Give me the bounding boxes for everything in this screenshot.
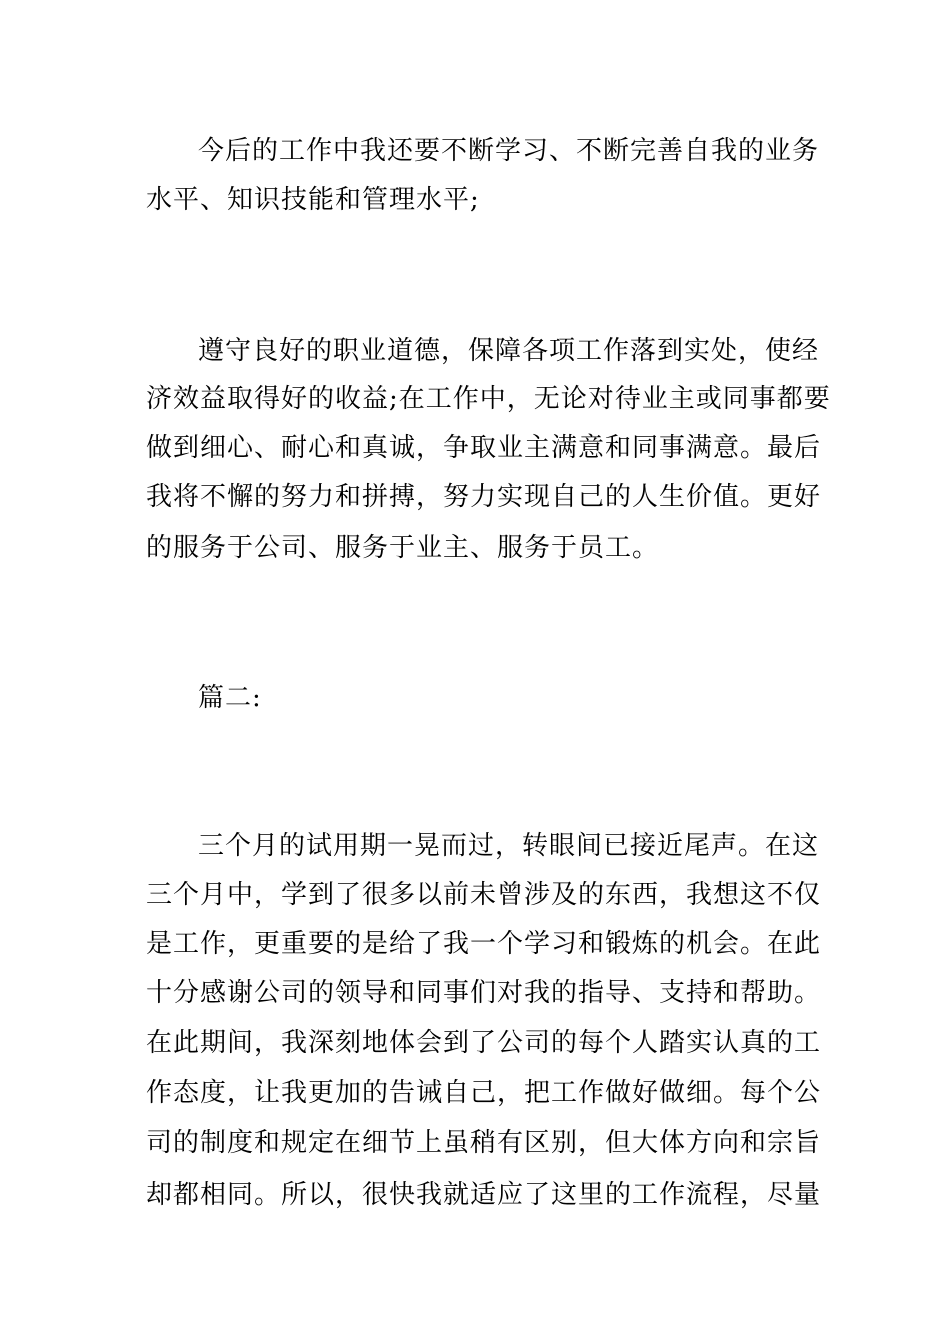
paragraph-2-line-3: 做到细心、耐心和真诚，争取业主满意和同事满意。最后 bbox=[146, 433, 822, 463]
paragraph-2-line-4: 我将不懈的努力和拼搏，努力实现自己的人生价值。更好 bbox=[146, 482, 822, 512]
paragraph-1-line-2: 水平、知识技能和管理水平; bbox=[146, 185, 480, 215]
paragraph-2-line-2: 济效益取得好的收益;在工作中，无论对待业主或同事都要 bbox=[146, 384, 831, 414]
paragraph-3-line-5: 在此期间，我深刻地体会到了公司的每个人踏实认真的工 bbox=[146, 1028, 822, 1058]
paragraph-2-line-5: 的服务于公司、服务于业主、服务于员工。 bbox=[146, 533, 660, 563]
paragraph-3-line-3: 是工作，更重要的是给了我一个学习和锻炼的机会。在此 bbox=[146, 929, 822, 959]
section-heading: 篇二: bbox=[198, 683, 262, 713]
paragraph-1-line-1: 今后的工作中我还要不断学习、不断完善自我的业务 bbox=[198, 136, 820, 166]
paragraph-3-line-8: 却都相同。所以，很快我就适应了这里的工作流程，尽量 bbox=[146, 1180, 822, 1210]
paragraph-2-line-1: 遵守良好的职业道德，保障各项工作落到实处，使经 bbox=[198, 336, 820, 366]
paragraph-3-line-2: 三个月中，学到了很多以前未曾涉及的东西，我想这不仅 bbox=[146, 880, 822, 910]
paragraph-3-line-4: 十分感谢公司的领导和同事们对我的指导、支持和帮助。 bbox=[146, 978, 822, 1008]
paragraph-3-line-7: 司的制度和规定在细节上虽稍有区别，但大体方向和宗旨 bbox=[146, 1128, 822, 1158]
paragraph-3-line-1: 三个月的试用期一晃而过，转眼间已接近尾声。在这 bbox=[198, 831, 820, 861]
paragraph-3-line-6: 作态度，让我更加的告诫自己，把工作做好做细。每个公 bbox=[146, 1078, 822, 1108]
